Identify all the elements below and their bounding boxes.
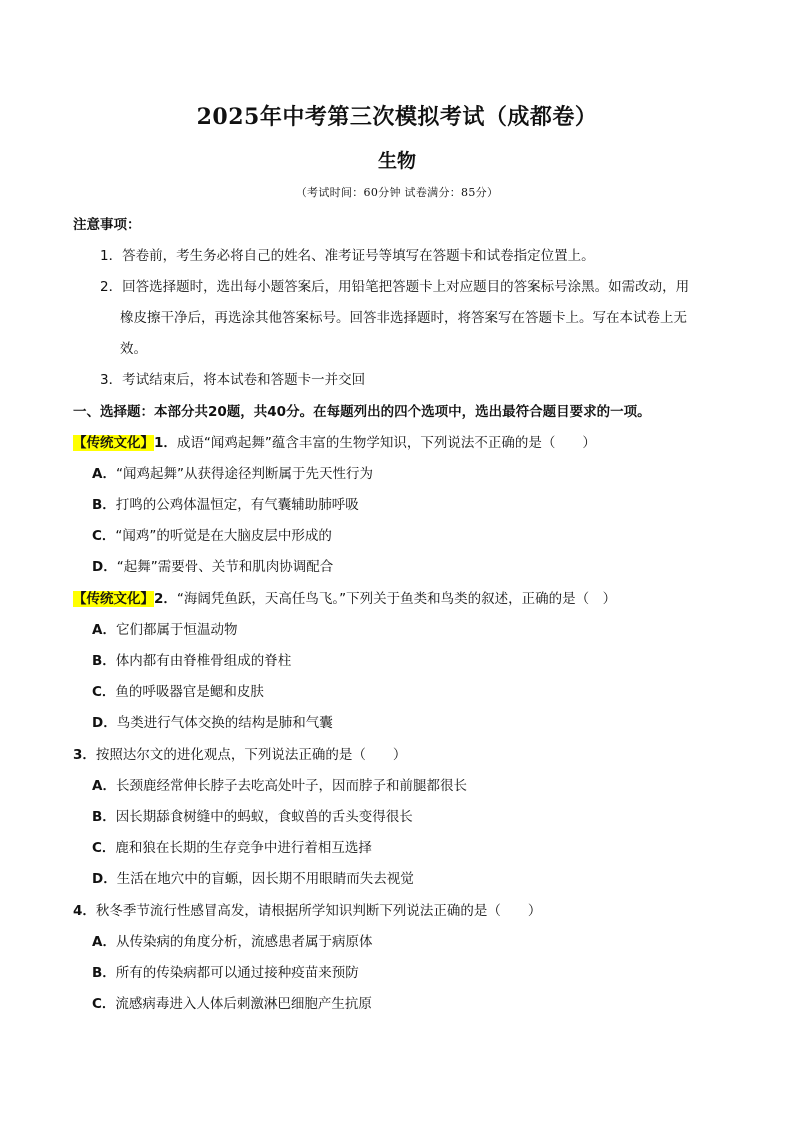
option-letter: D． (92, 715, 117, 731)
option-text: 因长期舔食树缝中的蚂蚁，食蚁兽的舌头变得很长 (115, 809, 413, 825)
option-c (92, 526, 332, 546)
question-number: 4． (73, 903, 96, 919)
option-c (92, 994, 372, 1014)
notice-heading: 注意事项： (73, 217, 141, 233)
option-letter: C． (92, 996, 116, 1012)
option-letter: B． (92, 653, 116, 669)
question-stem: “海阔凭鱼跃，天高任鸟飞。”下列关于鱼类和鸟类的叙述，正确的是（ ） (176, 591, 617, 607)
option-letter: A． (92, 622, 116, 638)
option-text: 它们都属于恒温动物 (115, 622, 238, 638)
question-number: 2． (154, 591, 177, 607)
option-letter: A． (92, 934, 116, 950)
notice-item-2 (100, 277, 689, 297)
option-text: 长颈鹿经常伸长脖子去吃高处叶子，因而脖子和前腿都很长 (115, 778, 467, 794)
option-text: 打鸣的公鸡体温恒定，有气囊辅助肺呼吸 (115, 497, 359, 513)
option-letter: B． (92, 809, 116, 825)
option-letter: A． (92, 778, 116, 794)
notice-item-1 (100, 246, 595, 266)
question-4 (73, 901, 541, 921)
page-title: 2025年中考第三次模拟考试（成都卷） (196, 104, 598, 130)
question-stem: 秋冬季节流行性感冒高发，请根据所学知识判断下列说法正确的是（ ） (95, 903, 542, 919)
notice-item-number: 3． (100, 372, 123, 388)
option-c (92, 838, 372, 858)
notice-item-text: 回答选择题时，选出每小题答案后，用铅笔把答题卡上对应题目的答案标号涂黑。如需改动，用 (122, 279, 690, 295)
option-letter: C． (92, 528, 116, 544)
question-3 (73, 745, 406, 765)
option-text: “起舞”需要骨、关节和肌肉协调配合 (116, 559, 334, 575)
option-letter: C． (92, 684, 116, 700)
option-b (92, 807, 413, 827)
option-d (92, 713, 333, 733)
exam-info: （考试时间：60分钟 试卷满分：85分） (295, 186, 499, 199)
option-a (92, 776, 467, 796)
notice-item-2-cont: 橡皮擦干净后，再选涂其他答案标号。回答非选择题时，将答案写在答题卡上。写在本试卷上无 (120, 310, 687, 326)
question-tag: 【传统文化】 (73, 591, 154, 607)
option-text: 鸟类进行气体交换的结构是肺和气囊 (116, 715, 333, 731)
question-1 (73, 433, 596, 453)
option-letter: D． (92, 559, 117, 575)
option-d (92, 869, 414, 889)
option-text: 所有的传染病都可以通过接种疫苗来预防 (115, 965, 359, 981)
option-letter: B． (92, 965, 116, 981)
section-heading: 一、选择题：本部分共20题，共40分。在每题列出的四个选项中，选出最符合题目要求的一项。 (73, 404, 651, 420)
option-b (92, 963, 359, 983)
option-b (92, 495, 359, 515)
notice-item-text: 考试结束后，将本试卷和答题卡一并交回 (122, 372, 366, 388)
option-text: 体内都有由脊椎骨组成的脊柱 (115, 653, 292, 669)
notice-item-number: 1． (100, 248, 123, 264)
option-a (92, 620, 237, 640)
question-number: 1． (154, 435, 177, 451)
option-text: 生活在地穴中的盲螈，因长期不用眼睛而失去视觉 (116, 871, 414, 887)
option-letter: B． (92, 497, 116, 513)
notice-item-number: 2． (100, 279, 123, 295)
subject-title: 生物 (377, 150, 416, 172)
option-letter: C． (92, 840, 116, 856)
option-text: 流感病毒进入人体后刺激淋巴细胞产生抗原 (115, 996, 372, 1012)
option-text: 鱼的呼吸器官是鳃和皮肤 (115, 684, 264, 700)
question-stem: 成语“闻鸡起舞”蕴含丰富的生物学知识，下列说法不正确的是（ ） (176, 435, 596, 451)
option-letter: A． (92, 466, 116, 482)
question-number: 3． (73, 747, 96, 763)
option-a (92, 932, 372, 952)
question-tag: 【传统文化】 (73, 435, 154, 451)
option-c (92, 682, 264, 702)
notice-item-2-cont: 效。 (120, 341, 147, 357)
option-b (92, 651, 291, 671)
question-stem: 按照达尔文的进化观点，下列说法正确的是（ ） (95, 747, 407, 763)
notice-item-3 (100, 370, 365, 390)
option-d (92, 557, 333, 577)
notice-item-text: 答卷前，考生务必将自己的姓名、准考证号等填写在答题卡和试卷指定位置上。 (122, 248, 595, 264)
option-letter: D． (92, 871, 117, 887)
option-a (92, 464, 373, 484)
option-text: 鹿和狼在长期的生存竞争中进行着相互选择 (115, 840, 372, 856)
question-2 (73, 589, 616, 609)
option-text: “闻鸡”的听觉是在大脑皮层中形成的 (115, 528, 332, 544)
option-text: “闻鸡起舞”从获得途径判断属于先天性行为 (115, 466, 373, 482)
option-text: 从传染病的角度分析，流感患者属于病原体 (115, 934, 373, 950)
